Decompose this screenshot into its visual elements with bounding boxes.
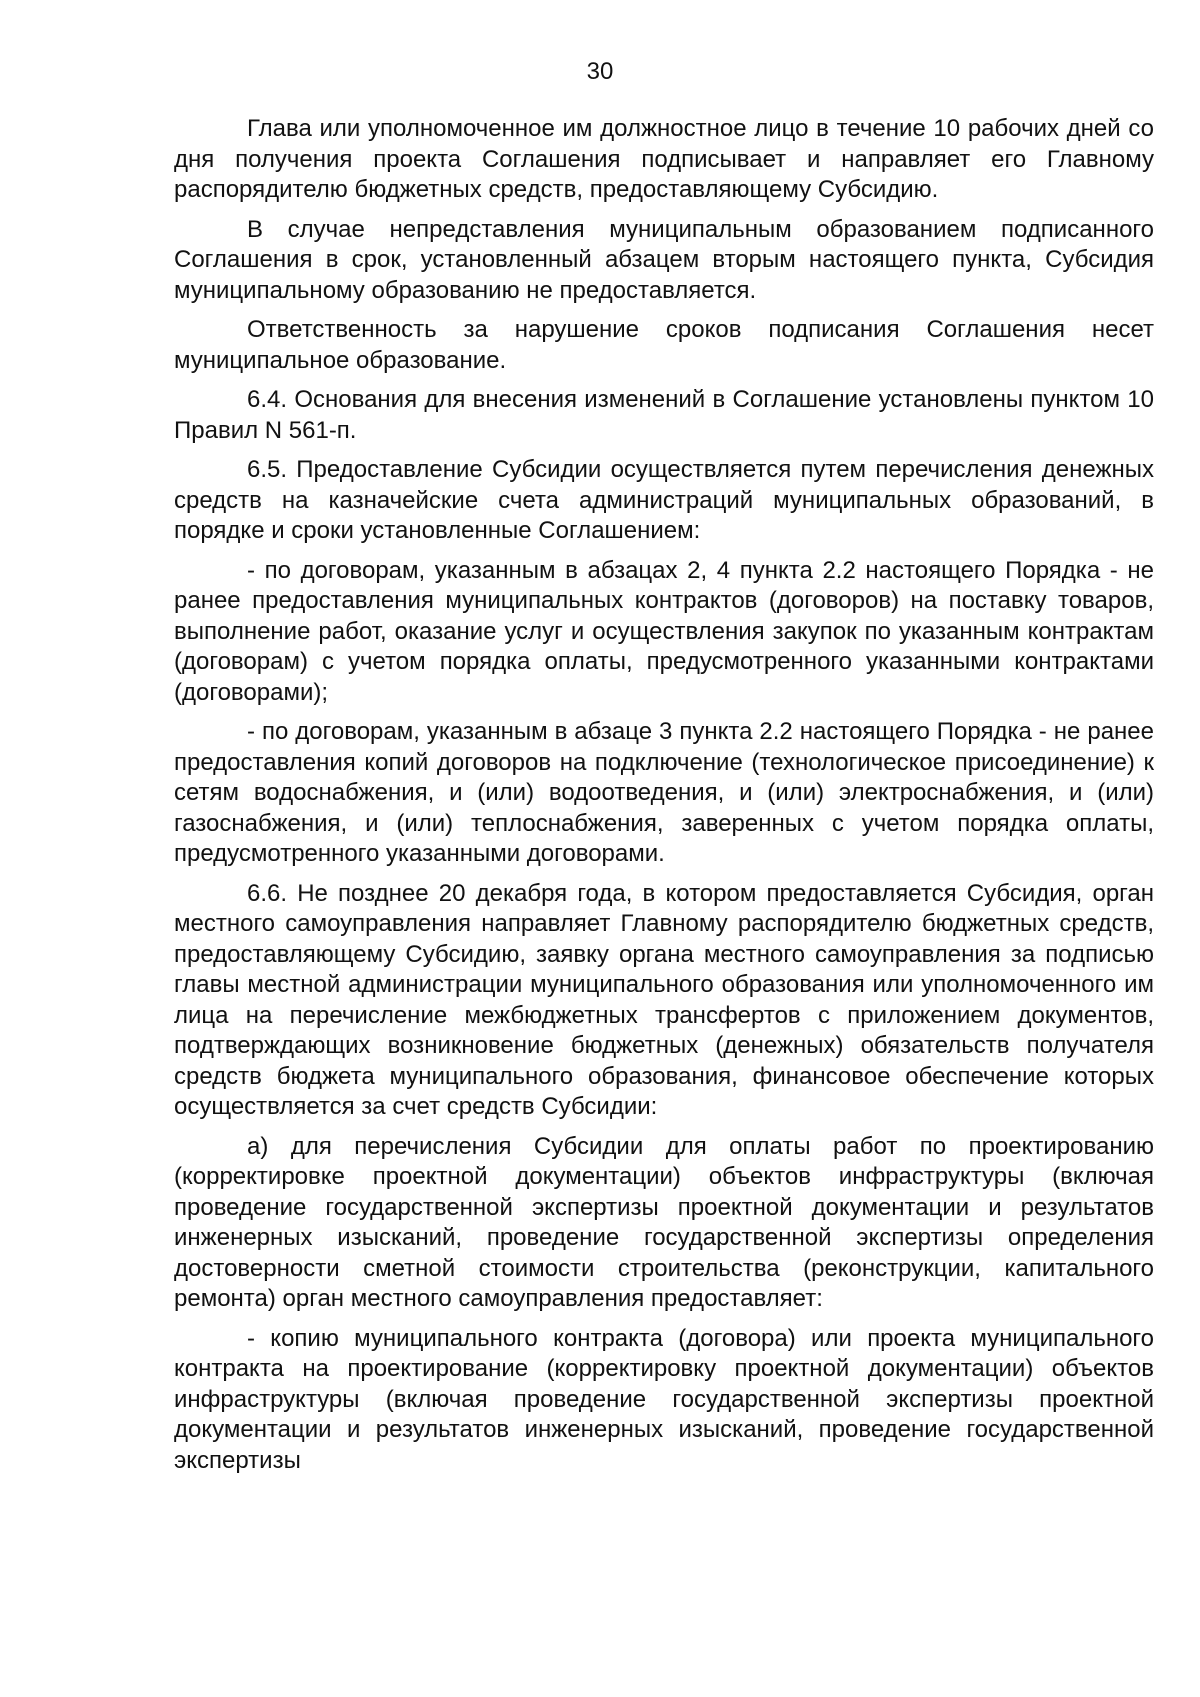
paragraph-contracts-2-4: - по договорам, указанным в абзацах 2, 4 пункта 2.2 настоящего Порядка - не ранее предоставления муниципальных контрактов (договоров) на поставку товаров, выполнение работ, оказание услуг и осуществления закупок по указанным контрактам (договорам) с учетом порядка оплаты, предусмотренного указанными контрактами (договорами); (174, 556, 1154, 706)
paragraph-contract-copy: - копию муниципального контракта (договора) или проекта муниципального контракта на проектирование (корректировку проектной документации) объектов инфраструктуры (включая проведение государственной экспертизы проектной документации и результатов инженерных изысканий, проведение государственной экспертизы (174, 1324, 1154, 1474)
paragraph-6-5: 6.5. Предоставление Субсидии осуществляется путем перечисления денежных средств на казначейские счета администраций муниципальных образований, в порядке и сроки установленные Соглашением: (174, 456, 1154, 544)
paragraph-responsibility: Ответственность за нарушение сроков подписания Соглашения несет муниципальное образование. (174, 316, 1154, 374)
paragraph-contracts-3: - по договорам, указанным в абзаце 3 пункта 2.2 настоящего Порядка - не ранее предоставления копий договоров на подключение (технологическое присоединение) к сетям водоснабжения, и (или) водоотведения, и (или) электроснабжения, и (или) газоснабжения, и (или) теплоснабжения, заверенных с учетом порядка оплаты, предусмотренного указанными договорами. (174, 718, 1154, 867)
paragraph-non-submission: В случае непредставления муниципальным образованием подписанного Соглашения в срок, установленный абзацем вторым настоящего пункта, Субсидия муниципальному образованию не предоставляется. (174, 215, 1154, 304)
page-number: 30 (586, 58, 614, 85)
paragraph-item-a: а) для перечисления Субсидии для оплаты работ по проектированию (корректировке проектной документации) объектов инфраструктуры (включая проведение государственной экспертизы проектной документации и результатов инженерных изысканий, проведение государственной экспертизы определения достоверности сметной стоимости строительства (реконструкции, капитального ремонта) орган местного самоуправления предоставляет: (174, 1132, 1154, 1312)
document-body (174, 114, 1154, 1485)
paragraph-6-6: 6.6. Не позднее 20 декабря года, в котором предоставляется Субсидия, орган местного самоуправления направляет Главному распорядителю бюджетных средств, предоставляющему Субсидию, заявку органа местного самоуправления за подписью главы местной администрации муниципального образования или уполномоченного им лица на перечисление межбюджетных трансфертов с приложением документов, подтверждающих возникновение бюджетных (денежных) обязательств получателя средств бюджета муниципального образования, финансовое обеспечение которых осуществляется за счет средств Субсидии: (174, 879, 1154, 1120)
paragraph-6-4: 6.4. Основания для внесения изменений в Соглашение установлены пунктом 10 Правил N 561-п. (174, 386, 1154, 444)
paragraph-signing-deadline: Глава или уполномоченное им должностное лицо в течение 10 рабочих дней со дня получения проекта Соглашения подписывает и направляет его Главному распорядителю бюджетных средств, предоставляющему Субсидию. (174, 115, 1154, 203)
